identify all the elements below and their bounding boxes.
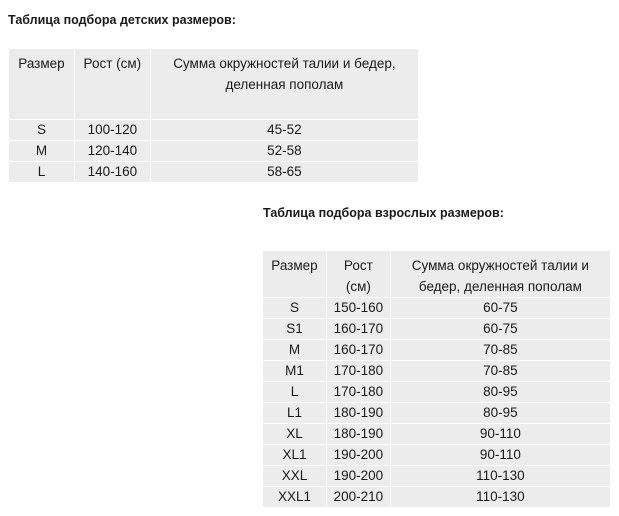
cell-height: 180-190 — [326, 424, 390, 445]
cell-measure: 80-95 — [390, 403, 610, 424]
cell-measure: 60-75 — [390, 319, 610, 340]
header-size: Размер — [263, 251, 327, 298]
table-row — [263, 298, 611, 319]
table-row — [263, 361, 611, 382]
adults-size-table — [262, 250, 611, 508]
header-height: Рост (см) — [326, 251, 390, 298]
cell-size: XXL1 — [263, 487, 327, 508]
cell-measure: 45-52 — [150, 120, 418, 141]
cell-size: XL1 — [263, 445, 327, 466]
table-row — [263, 466, 611, 487]
cell-height: 120-140 — [74, 141, 150, 162]
cell-height: 170-180 — [326, 382, 390, 403]
cell-height: 150-160 — [326, 298, 390, 319]
table-row — [263, 424, 611, 445]
table-row — [263, 340, 611, 361]
table-header-row — [9, 49, 419, 120]
table-row — [263, 445, 611, 466]
cell-size: L — [9, 162, 75, 183]
table-row — [9, 141, 419, 162]
header-measure: Сумма окружностей талии и бедер, деленная пополам — [150, 49, 418, 120]
cell-size: S1 — [263, 319, 327, 340]
cell-measure: 90-110 — [390, 445, 610, 466]
header-height: Рост (см) — [74, 49, 150, 120]
cell-measure: 70-85 — [390, 340, 610, 361]
cell-height: 180-190 — [326, 403, 390, 424]
cell-measure: 110-130 — [390, 487, 610, 508]
header-measure: Сумма окружностей талии и бедер, деленная пополам — [390, 251, 610, 298]
cell-size: M — [9, 141, 75, 162]
cell-measure: 60-75 — [390, 298, 610, 319]
cell-measure: 52-58 — [150, 141, 418, 162]
cell-height: 160-170 — [326, 319, 390, 340]
table-row — [9, 120, 419, 141]
kids-size-table — [8, 48, 419, 183]
table-row — [263, 319, 611, 340]
header-size: Размер — [9, 49, 75, 120]
kids-table-title: Таблица подбора детских размеров: — [8, 13, 236, 27]
cell-measure: 90-110 — [390, 424, 610, 445]
cell-height: 190-200 — [326, 466, 390, 487]
cell-height: 190-200 — [326, 445, 390, 466]
table-row — [9, 162, 419, 183]
cell-height: 160-170 — [326, 340, 390, 361]
cell-measure: 80-95 — [390, 382, 610, 403]
cell-measure: 58-65 — [150, 162, 418, 183]
table-row — [263, 487, 611, 508]
cell-size: L1 — [263, 403, 327, 424]
table-row — [263, 403, 611, 424]
cell-height: 200-210 — [326, 487, 390, 508]
cell-size: XXL — [263, 466, 327, 487]
adults-table-title: Таблица подбора взрослых размеров: — [263, 206, 504, 220]
cell-size: S — [263, 298, 327, 319]
cell-measure: 70-85 — [390, 361, 610, 382]
cell-size: L — [263, 382, 327, 403]
cell-size: S — [9, 120, 75, 141]
table-header-row — [263, 251, 611, 298]
cell-size: XL — [263, 424, 327, 445]
cell-size: M — [263, 340, 327, 361]
cell-size: M1 — [263, 361, 327, 382]
cell-height: 100-120 — [74, 120, 150, 141]
cell-height: 170-180 — [326, 361, 390, 382]
cell-height: 140-160 — [74, 162, 150, 183]
cell-measure: 110-130 — [390, 466, 610, 487]
table-row — [263, 382, 611, 403]
